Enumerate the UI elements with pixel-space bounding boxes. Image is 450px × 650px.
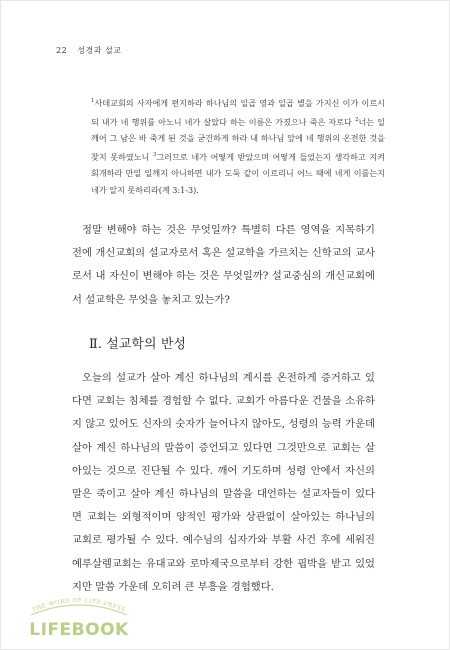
verse-marker-2: 2 — [354, 116, 359, 123]
verse-marker-1: 1 — [91, 98, 95, 104]
verse-2: 너는 일깨어 그 남은 바 죽게 된 것을 굳건하게 하라 내 하나님 앞에 네 행위의 온전한 것을 찾지 못하였노니 — [91, 116, 385, 162]
paragraph-2-text: 오늘의 설교가 살아 계신 하나님의 계시를 온전하게 증거하고 있다면 교회는 침체를 경험할 수 없다. 교회가 아름다운 건물을 소유하지 않고 있어도 신자의 숫자가 늘어나지 않아도, 성령의 능력 가운데 살아 계신 하나님의 말씀이 증언되고 있다면 그것만으로 교회는 살아있는 것으로 진단될 수 있다. 깨어 기도하며 성령 안에서 자신의 말은 죽이고 살아 계신 하나님의 말씀을 대언하는 설교자들이 있다면 교회는 외형적이며 양적인 평가와 상관없이 살아있는 하나님의 교회로 평가될 수 있다. 예수님의 십자가와 부활 사건 후에 세워진 예루살렘교회는 유대교와 로마제국으로부터 강한 핍박을 받고 있었지만 말씀 가운데 오히려 큰 부흥을 경험했다. — [72, 372, 375, 593]
page-number: 22 — [56, 46, 68, 55]
verse-3: 그러므로 네가 어떻게 받았으며 어떻게 들었는지 생각하고 지켜 회개하라 만일 일깨지 아니하면 내가 도둑 같이 이르리니 어느 때에 네게 이를는지 네가 알지 못하리라(계 3:1-3). — [91, 151, 385, 195]
logo-wordmark: LIFEBOOK — [29, 620, 129, 639]
logo-arc-text: THE WORD OF LIFE PRESS — [31, 597, 127, 614]
body-paragraph-2 — [72, 367, 375, 599]
running-head — [56, 45, 121, 56]
section-heading: Ⅱ. 설교학의 반성 — [89, 337, 187, 352]
lifebook-logo — [23, 591, 135, 639]
verse-marker-3: 3 — [152, 151, 157, 158]
body-paragraph-1 — [72, 219, 375, 312]
scripture-quote — [91, 93, 385, 198]
publisher-logo — [23, 591, 135, 639]
verse-1: 사데교회의 사자에게 편지하라 하나님의 일곱 영과 일곱 별을 가지신 이가 이르시되 내가 네 행위를 아노니 네가 살았다 하는 이름은 가졌으나 죽은 자로다 — [91, 98, 385, 127]
paragraph-1-text: 정말 변해야 하는 것은 무엇일까? 특별히 다른 영역을 지목하기 전에 개신교회의 설교자로서 혹은 설교학을 가르치는 신학교의 교사로서 내 자신이 변해야 하는 것은 무엇일까? 설교중심의 개신교회에서 설교학은 무엇을 놓치고 있는가? — [72, 224, 375, 306]
book-title: 성경과 설교 — [77, 46, 122, 55]
